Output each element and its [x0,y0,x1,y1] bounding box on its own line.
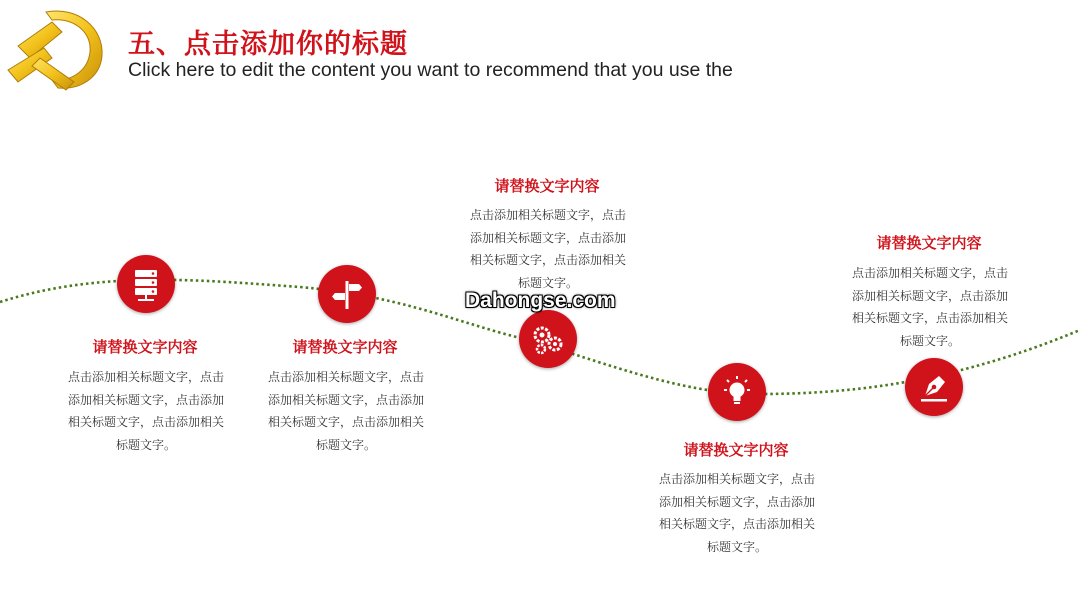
timeline-node-1 [117,255,175,313]
signpost-icon [318,265,376,323]
timeline-node-4 [708,363,766,421]
lightbulb-icon [708,363,766,421]
item-3-body: 点击添加相关标题文字，点击添加相关标题文字，点击添加相关标题文字，点击添加相关标题文字。 [469,208,626,290]
page-subtitle: Click here to edit the content you want to recommend that you use the [128,59,733,81]
item-1-body: 点击添加相关标题文字，点击添加相关标题文字，点击添加相关标题文字，点击添加相关标题文字。 [67,370,224,452]
item-2-title: 请替换文字内容 [292,338,398,356]
item-2-body: 点击添加相关标题文字，点击添加相关标题文字，点击添加相关标题文字，点击添加相关标题文字。 [267,370,424,452]
timeline-node-5 [905,358,963,416]
item-4-title: 请替换文字内容 [683,441,789,459]
item-5-title: 请替换文字内容 [876,234,982,252]
item-1-title: 请替换文字内容 [92,338,198,356]
timeline-node-3 [519,310,577,368]
item-4-body: 点击添加相关标题文字，点击添加相关标题文字，点击添加相关标题文字，点击添加相关标题文字。 [658,472,815,554]
page-title: 五、点击添加你的标题 [128,29,408,60]
item-5-body: 点击添加相关标题文字，点击添加相关标题文字，点击添加相关标题文字，点击添加相关标题文字。 [851,266,1008,348]
watermark: Dahongse.com [465,289,616,312]
pen-nib-icon [905,358,963,416]
gears-icon [519,310,577,368]
timeline-node-2 [318,265,376,323]
server-rack-icon [117,255,175,313]
item-3-title: 请替换文字内容 [494,177,600,195]
